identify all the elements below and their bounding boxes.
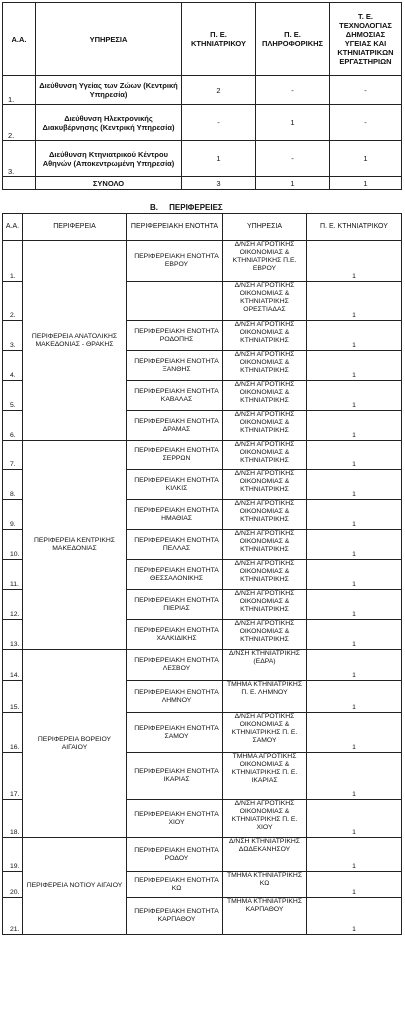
vet-count: 1 (307, 321, 402, 351)
service-name: ΤΜΗΜΑ ΚΤΗΝΙΑΤΡΙΚΗΣ ΚΩ (223, 872, 307, 898)
vet-count: 1 (307, 620, 402, 650)
regional-unit: ΠΕΡΙΦΕΡΕΙΑΚΗ ΕΝΟΤΗΤΑ ΚΑΡΠΑΘΟΥ (127, 898, 223, 935)
it-count: - (256, 141, 330, 177)
row-number: 15. (3, 681, 23, 713)
tech-count: - (330, 105, 402, 141)
total-label: ΣΥΝΟΛΟ (36, 177, 182, 190)
row-number: 20. (3, 872, 23, 898)
service-name: ΤΜΗΜΑ ΚΤΗΝΙΑΤΡΙΚΗΣ ΚΑΡΠΑΘΟΥ (223, 898, 307, 935)
vet-count: 1 (307, 470, 402, 500)
regional-unit: ΠΕΡΙΦΕΡΕΙΑΚΗ ΕΝΟΤΗΤΑ ΔΡΑΜΑΣ (127, 411, 223, 441)
regional-unit: ΠΕΡΙΦΕΡΕΙΑΚΗ ΕΝΟΤΗΤΑ ΣΕΡΡΩΝ (127, 441, 223, 470)
regional-unit: ΠΕΡΙΦΕΡΕΙΑΚΗ ΕΝΟΤΗΤΑ ΚΑΒΑΛΑΣ (127, 381, 223, 411)
vet-count: 1 (307, 838, 402, 872)
region-name: ΠΕΡΙΦΕΡΕΙΑ ΑΝΑΤΟΛΙΚΗΣ ΜΑΚΕΔΟΝΙΑΣ - ΘΡΑΚΗΣ (23, 241, 127, 441)
row-number: 2. (3, 282, 23, 321)
service-name: ΤΜΗΜΑ ΑΓΡΟΤΙΚΗΣ ΟΙΚΟΝΟΜΙΑΣ & ΚΤΗΝΙΑΤΡΙΚΗΣ Π. Ε. ΙΚΑΡΙΑΣ (223, 753, 307, 800)
regional-unit: ΠΕΡΙΦΕΡΕΙΑΚΗ ΕΝΟΤΗΤΑ ΞΑΝΘΗΣ (127, 351, 223, 381)
table-header-row (3, 3, 402, 76)
service-name: Δ/ΝΣΗ ΑΓΡΟΤΙΚΗΣ ΟΙΚΟΝΟΜΙΑΣ & ΚΤΗΝΙΑΤΡΙΚΗΣ (223, 470, 307, 500)
service-name: Δ/ΝΣΗ ΚΤΗΝΙΑΤΡΙΚΗΣ (ΕΔΡΑ) (223, 650, 307, 681)
vet-count: 1 (307, 800, 402, 838)
vet-count: 1 (307, 282, 402, 321)
row-number: 19. (3, 838, 23, 872)
col-header-aa: Α.Α. (3, 214, 23, 241)
total-row (3, 177, 402, 190)
row-number: 13. (3, 620, 23, 650)
col-header-aa: Α.Α. (3, 3, 36, 76)
col-header-vet: Π. Ε. ΚΤΗΝΙΑΤΡΙΚΟΥ (307, 214, 402, 241)
regional-unit: ΠΕΡΙΦΕΡΕΙΑΚΗ ΕΝΟΤΗΤΑ ΡΟΔΟΥ (127, 838, 223, 872)
it-count: - (256, 76, 330, 105)
vet-count: 1 (307, 590, 402, 620)
region-name: ΠΕΡΙΦΕΡΕΙΑ ΝΟΤΙΟΥ ΑΙΓΑΙΟΥ (23, 838, 127, 935)
regional-unit (127, 282, 223, 321)
row-number: 12. (3, 590, 23, 620)
service-name: Δ/ΝΣΗ ΑΓΡΟΤΙΚΗΣ ΟΙΚΟΝΟΜΙΑΣ & ΚΤΗΝΙΑΤΡΙΚΗΣ (223, 321, 307, 351)
vet-count: 2 (182, 76, 256, 105)
service-name: Δ/ΝΣΗ ΑΓΡΟΤΙΚΗΣ ΟΙΚΟΝΟΜΙΑΣ & ΚΤΗΝΙΑΤΡΙΚΗΣ (223, 560, 307, 590)
tech-count: 1 (330, 141, 402, 177)
vet-count: 1 (307, 441, 402, 470)
row-number: 14. (3, 650, 23, 681)
regional-unit: ΠΕΡΙΦΕΡΕΙΑΚΗ ΕΝΟΤΗΤΑ ΧΑΛΚΙΔΙΚΗΣ (127, 620, 223, 650)
service-name: Δ/ΝΣΗ ΑΓΡΟΤΙΚΗΣ ΟΙΚΟΝΟΜΙΑΣ & ΚΤΗΝΙΑΤΡΙΚΗΣ (223, 500, 307, 530)
row-number: 16. (3, 713, 23, 753)
regional-unit: ΠΕΡΙΦΕΡΕΙΑΚΗ ΕΝΟΤΗΤΑ ΛΕΣΒΟΥ (127, 650, 223, 681)
row-number: 8. (3, 470, 23, 500)
col-header-it: Π. Ε. ΠΛΗΡΟΦΟΡΙΚΗΣ (256, 3, 330, 76)
vet-count: 1 (307, 713, 402, 753)
regional-unit: ΠΕΡΙΦΕΡΕΙΑΚΗ ΕΝΟΤΗΤΑ ΚΩ (127, 872, 223, 898)
total-vet: 3 (182, 177, 256, 190)
vet-count: 1 (307, 681, 402, 713)
total-tech: 1 (330, 177, 402, 190)
row-number: 5. (3, 381, 23, 411)
col-header-service: ΥΠΗΡΕΣΙΑ (36, 3, 182, 76)
service-name: Διεύθυνση Κτηνιατρικού Κέντρου Αθηνών (Αποκεντρωμένη Υπηρεσία) (36, 141, 182, 177)
regional-unit: ΠΕΡΙΦΕΡΕΙΑΚΗ ΕΝΟΤΗΤΑ ΗΜΑΘΙΑΣ (127, 500, 223, 530)
service-name: Δ/ΝΣΗ ΑΓΡΟΤΙΚΗΣ ΟΙΚΟΝΟΜΙΑΣ & ΚΤΗΝΙΑΤΡΙΚΗΣ Π. Ε. ΧΙΟΥ (223, 800, 307, 838)
table-row (3, 650, 402, 681)
row-number: 3. (3, 321, 23, 351)
vet-count: 1 (307, 411, 402, 441)
regional-unit: ΠΕΡΙΦΕΡΕΙΑΚΗ ΕΝΟΤΗΤΑ ΠΕΛΛΑΣ (127, 530, 223, 560)
regions-table (2, 213, 402, 935)
service-name: Διεύθυνση Ηλεκτρονικής Διακυβέρνησης (Κεντρική Υπηρεσία) (36, 105, 182, 141)
vet-count: 1 (307, 560, 402, 590)
row-number: 11. (3, 560, 23, 590)
table-row (3, 141, 402, 177)
row-number (3, 177, 36, 190)
service-name: Δ/ΝΣΗ ΑΓΡΟΤΙΚΗΣ ΟΙΚΟΝΟΜΙΑΣ & ΚΤΗΝΙΑΤΡΙΚΗΣ (223, 620, 307, 650)
regional-unit: ΠΕΡΙΦΕΡΕΙΑΚΗ ΕΝΟΤΗΤΑ ΚΙΛΚΙΣ (127, 470, 223, 500)
service-name: Δ/ΝΣΗ ΑΓΡΟΤΙΚΗΣ ΟΙΚΟΝΟΜΙΑΣ & ΚΤΗΝΙΑΤΡΙΚΗΣ (223, 411, 307, 441)
regional-unit: ΠΕΡΙΦΕΡΕΙΑΚΗ ΕΝΟΤΗΤΑ ΕΒΡΟΥ (127, 241, 223, 282)
regional-unit: ΠΕΡΙΦΕΡΕΙΑΚΗ ΕΝΟΤΗΤΑ ΡΟΔΟΠΗΣ (127, 321, 223, 351)
service-name: Δ/ΝΣΗ ΑΓΡΟΤΙΚΗΣ ΟΙΚΟΝΟΜΙΑΣ & ΚΤΗΝΙΑΤΡΙΚΗΣ (223, 590, 307, 620)
service-name: Δ/ΝΣΗ ΑΓΡΟΤΙΚΗΣ ΟΙΚΟΝΟΜΙΑΣ & ΚΤΗΝΙΑΤΡΙΚΗΣ (223, 351, 307, 381)
table-row (3, 441, 402, 470)
row-number: 3. (3, 141, 36, 177)
row-number: 10. (3, 530, 23, 560)
col-header-regional-unit: ΠΕΡΙΦΕΡΕΙΑΚΗ ΕΝΟΤΗΤΑ (127, 214, 223, 241)
total-it: 1 (256, 177, 330, 190)
row-number: 6. (3, 411, 23, 441)
service-name: Δ/ΝΣΗ ΑΓΡΟΤΙΚΗΣ ΟΙΚΟΝΟΜΙΑΣ & ΚΤΗΝΙΑΤΡΙΚΗΣ Π.Ε. ΕΒΡΟΥ (223, 241, 307, 282)
vet-count: 1 (307, 872, 402, 898)
service-name: Δ/ΝΣΗ ΑΓΡΟΤΙΚΗΣ ΟΙΚΟΝΟΜΙΑΣ & ΚΤΗΝΙΑΤΡΙΚΗΣ Π. Ε. ΣΑΜΟΥ (223, 713, 307, 753)
row-number: 1. (3, 241, 23, 282)
table-header-row (3, 214, 402, 241)
row-number: 4. (3, 351, 23, 381)
service-name: Δ/ΝΣΗ ΑΓΡΟΤΙΚΗΣ ΟΙΚΟΝΟΜΙΑΣ & ΚΤΗΝΙΑΤΡΙΚΗΣ ΟΡΕΣΤΙΑΔΑΣ (223, 282, 307, 321)
row-number: 21. (3, 898, 23, 935)
it-count: 1 (256, 105, 330, 141)
service-name: Δ/ΝΣΗ ΑΓΡΟΤΙΚΗΣ ΟΙΚΟΝΟΜΙΑΣ & ΚΤΗΝΙΑΤΡΙΚΗΣ (223, 530, 307, 560)
vet-count: 1 (182, 141, 256, 177)
table-row (3, 241, 402, 282)
row-number: 1. (3, 76, 36, 105)
region-name: ΠΕΡΙΦΕΡΕΙΑ ΒΟΡΕΙΟΥ ΑΙΓΑΙΟΥ (23, 650, 127, 838)
regional-unit: ΠΕΡΙΦΕΡΕΙΑΚΗ ΕΝΟΤΗΤΑ ΠΙΕΡΙΑΣ (127, 590, 223, 620)
regional-unit: ΠΕΡΙΦΕΡΕΙΑΚΗ ΕΝΟΤΗΤΑ ΙΚΑΡΙΑΣ (127, 753, 223, 800)
service-name: Δ/ΝΣΗ ΚΤΗΝΙΑΤΡΙΚΗΣ ΔΩΔΕΚΑΝΗΣΟΥ (223, 838, 307, 872)
service-name: ΤΜΗΜΑ ΚΤΗΝΙΑΤΡΙΚΗΣ Π. Ε. ΛΗΜΝΟΥ (223, 681, 307, 713)
vet-count: 1 (307, 530, 402, 560)
regional-unit: ΠΕΡΙΦΕΡΕΙΑΚΗ ΕΝΟΤΗΤΑ ΘΕΣΣΑΛΟΝΙΚΗΣ (127, 560, 223, 590)
regional-unit: ΠΕΡΙΦΕΡΕΙΑΚΗ ΕΝΟΤΗΤΑ ΧΙΟΥ (127, 800, 223, 838)
col-header-region: ΠΕΡΙΦΕΡΕΙΑ (23, 214, 127, 241)
table-row (3, 105, 402, 141)
region-name: ΠΕΡΙΦΕΡΕΙΑ ΚΕΝΤΡΙΚΗΣ ΜΑΚΕΔΟΝΙΑΣ (23, 441, 127, 650)
service-name: Δ/ΝΣΗ ΑΓΡΟΤΙΚΗΣ ΟΙΚΟΝΟΜΙΑΣ & ΚΤΗΝΙΑΤΡΙΚΗΣ (223, 381, 307, 411)
tech-count: - (330, 76, 402, 105)
service-name: Δ/ΝΣΗ ΑΓΡΟΤΙΚΗΣ ΟΙΚΟΝΟΜΙΑΣ & ΚΤΗΝΙΑΤΡΙΚΗΣ (223, 441, 307, 470)
vet-count: 1 (307, 753, 402, 800)
vet-count: 1 (307, 381, 402, 411)
row-number: 18. (3, 800, 23, 838)
table-row (3, 838, 402, 872)
vet-count: 1 (307, 650, 402, 681)
service-name: Διεύθυνση Υγείας των Ζώων (Κεντρική Υπηρεσία) (36, 76, 182, 105)
row-number: 7. (3, 441, 23, 470)
central-services-table (2, 2, 402, 190)
vet-count: 1 (307, 898, 402, 935)
col-header-vet: Π. Ε. ΚΤΗΝΙΑΤΡΙΚΟΥ (182, 3, 256, 76)
regions-table-body (3, 241, 402, 935)
table-row (3, 76, 402, 105)
row-number: 2. (3, 105, 36, 141)
regional-unit: ΠΕΡΙΦΕΡΕΙΑΚΗ ΕΝΟΤΗΤΑ ΣΑΜΟΥ (127, 713, 223, 753)
col-header-service: ΥΠΗΡΕΣΙΑ (223, 214, 307, 241)
vet-count: 1 (307, 351, 402, 381)
regional-unit: ΠΕΡΙΦΕΡΕΙΑΚΗ ΕΝΟΤΗΤΑ ΛΗΜΝΟΥ (127, 681, 223, 713)
vet-count: 1 (307, 241, 402, 282)
col-header-tech: Τ. Ε. ΤΕΧΝΟΛΟΓΙΑΣ ΔΗΜΟΣΙΑΣ ΥΓΕΙΑΣ ΚΑΙ ΚΤΗΝΙΑΤΡΙΚΩΝ ΕΡΓΑΣΤΗΡΙΩΝ (330, 3, 402, 76)
row-number: 17. (3, 753, 23, 800)
row-number: 9. (3, 500, 23, 530)
vet-count: 1 (307, 500, 402, 530)
section-b-title: Β. ΠΕΡΙΦΕΡΕΙΕΣ (150, 203, 223, 212)
vet-count: - (182, 105, 256, 141)
